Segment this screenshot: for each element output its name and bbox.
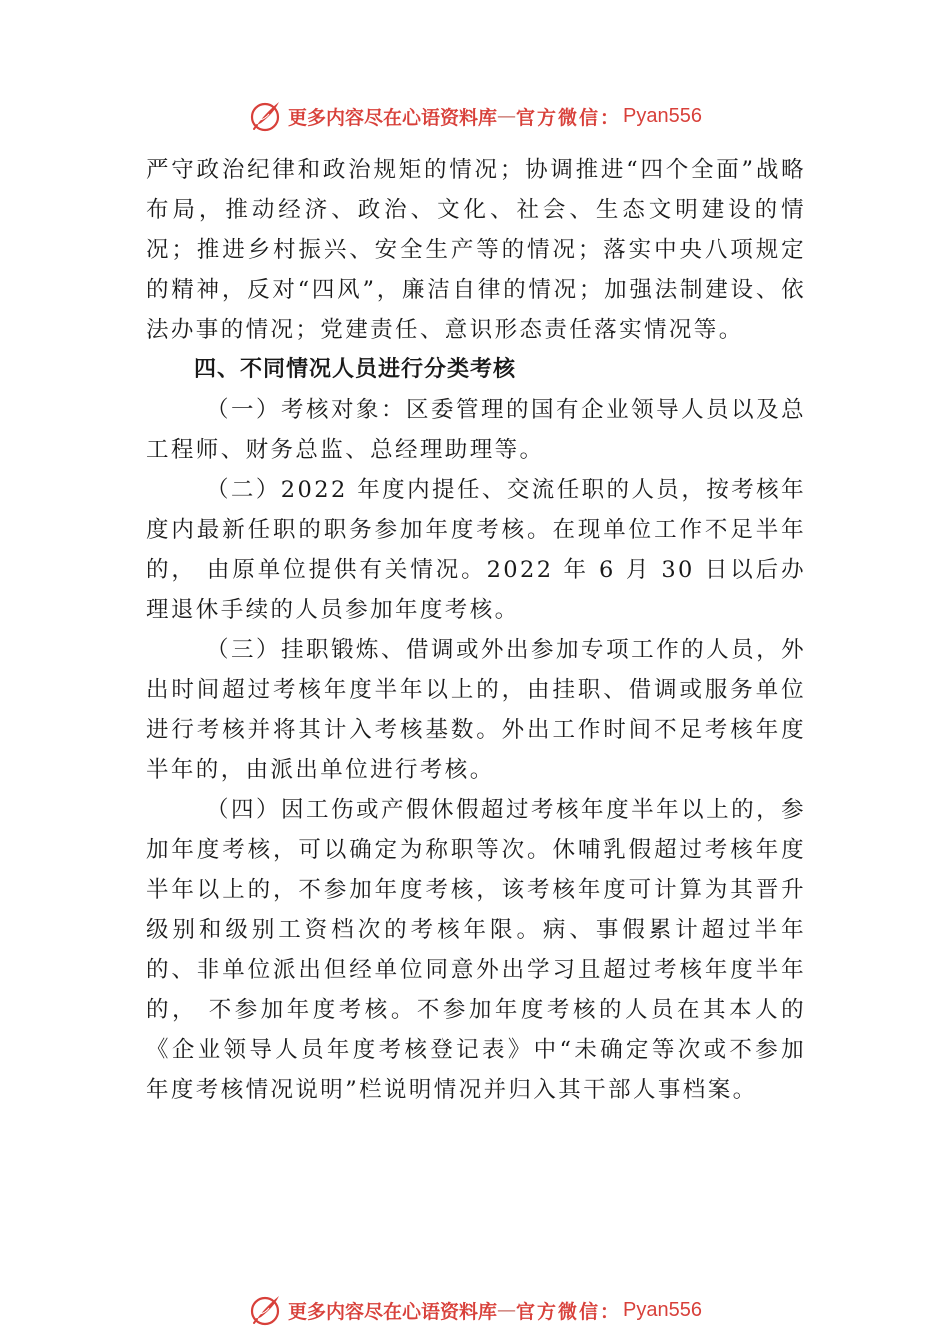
paragraph-intro: 严守政治纪律和政治规矩的情况；协调推进“四个全面”战略布局，推动经济、政治、文化、社会、生态文明建设的情况；推进乡村振兴、安全生产等的情况；落实中央八项规定的精神，反对“四风”，廉洁自律的情况；加强法制建设、依法办事的情况；党建责任、意识形态责任落实情况等。 — [146, 157, 806, 343]
quill-logo-icon — [248, 1292, 284, 1328]
watermark-wechat-id: Pyan556 — [623, 1298, 702, 1321]
paragraph-item-2: （二）2022 年度内提任、交流任职的人员，按考核年度内最新任职的职务参加年度考核。在现单位工作不足半年的， 由原单位提供有关情况。2022 年 6 月 30 日以后办理退休手续的人员参加年度考核。 — [146, 477, 806, 623]
watermark-dash: — — [497, 1299, 517, 1321]
quill-logo-icon — [248, 98, 284, 134]
paragraph-item-1: （一）考核对象：区委管理的国有企业领导人员以及总工程师、财务总监、总经理助理等。 — [146, 397, 806, 463]
header-watermark — [0, 96, 950, 136]
paragraph-item-4: （四）因工伤或产假休假超过考核年度半年以上的，参加年度考核，可以确定为称职等次。休哺乳假超过考核年度半年以上的，不参加年度考核，该考核年度可计算为其晋升级别和级别工资档次的考核年限。病、事假累计超过半年的、非单位派出但经单位同意外出学习且超过考核年度半年的， 不参加年度考核。不参加年度考核的人员在其本人的《企业领导人员年度考核登记表》中“未确定等次或不参加年度考核情况说明”栏说明情况并归入其干部人事档案。 — [146, 797, 806, 1103]
section-heading-4: 四、不同情况人员进行分类考核 — [194, 357, 517, 382]
footer-watermark — [0, 1290, 950, 1330]
watermark-wechat-label: 官方微信： — [516, 106, 622, 129]
document-body — [146, 150, 806, 1110]
watermark-brand-text: 更多内容尽在心语资料库 — [288, 1300, 498, 1323]
watermark-wechat-id: Pyan556 — [623, 104, 702, 127]
watermark-wechat-label: 官方微信： — [516, 1300, 622, 1323]
watermark-brand-text: 更多内容尽在心语资料库 — [288, 106, 498, 129]
watermark-dash: — — [497, 105, 517, 127]
paragraph-item-3: （三）挂职锻炼、借调或外出参加专项工作的人员，外出时间超过考核年度半年以上的，由挂职、借调或服务单位进行考核并将其计入考核基数。外出工作时间不足考核年度半年的，由派出单位进行考核。 — [146, 637, 806, 783]
